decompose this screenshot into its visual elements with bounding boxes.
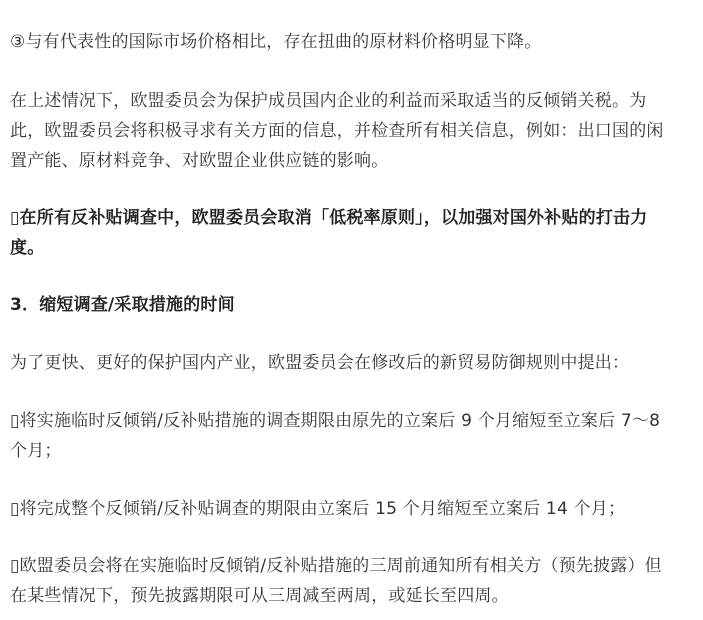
paragraph-7-line-1: ▯将完成整个反倾销/反补贴调查的期限由立案后 15 个月缩短至立案后 14 个月；	[10, 499, 626, 519]
paragraph-8-line-2: 在某些情况下，预先披露期限可从三周减至两周，或延长至四周。	[10, 586, 509, 606]
paragraph-1-line-1: ③与有代表性的国际市场价格相比，存在扭曲的原材料价格明显下降。	[10, 32, 542, 52]
paragraph-3-line-2: 度。	[10, 238, 45, 258]
paragraph-3-line-1: ▯在所有反补贴调查中，欧盟委员会取消「低税率原则」，以加强对国外补贴的打击力	[10, 208, 648, 228]
paragraph-8-line-1: ▯欧盟委员会将在实施临时反倾销/反补贴措施的三周前通知所有相关方（预先披露）但	[10, 556, 662, 576]
paragraph-2-line-1: 在上述情况下，欧盟委员会为保护成员国内企业的利益而采取适当的反倾销关税。为	[10, 91, 647, 111]
paragraph-6-line-1: ▯将实施临时反倾销/反补贴措施的调查期限由原先的立案后 9 个月缩短至立案后 7～8	[10, 411, 661, 431]
paragraph-2-line-2: 此，欧盟委员会将积极寻求有关方面的信息，并检查所有相关信息，例如：出口国的闲	[10, 121, 664, 141]
paragraph-5-line-1: 为了更快、更好的保护国内产业，欧盟委员会在修改后的新贸易防御规则中提出：	[10, 353, 630, 373]
section-heading: 3．缩短调查/采取措施的时间	[10, 295, 235, 315]
paragraph-6-line-2: 个月；	[10, 441, 62, 461]
paragraph-2-line-3: 置产能、原材料竞争、对欧盟企业供应链的影响。	[10, 151, 389, 171]
